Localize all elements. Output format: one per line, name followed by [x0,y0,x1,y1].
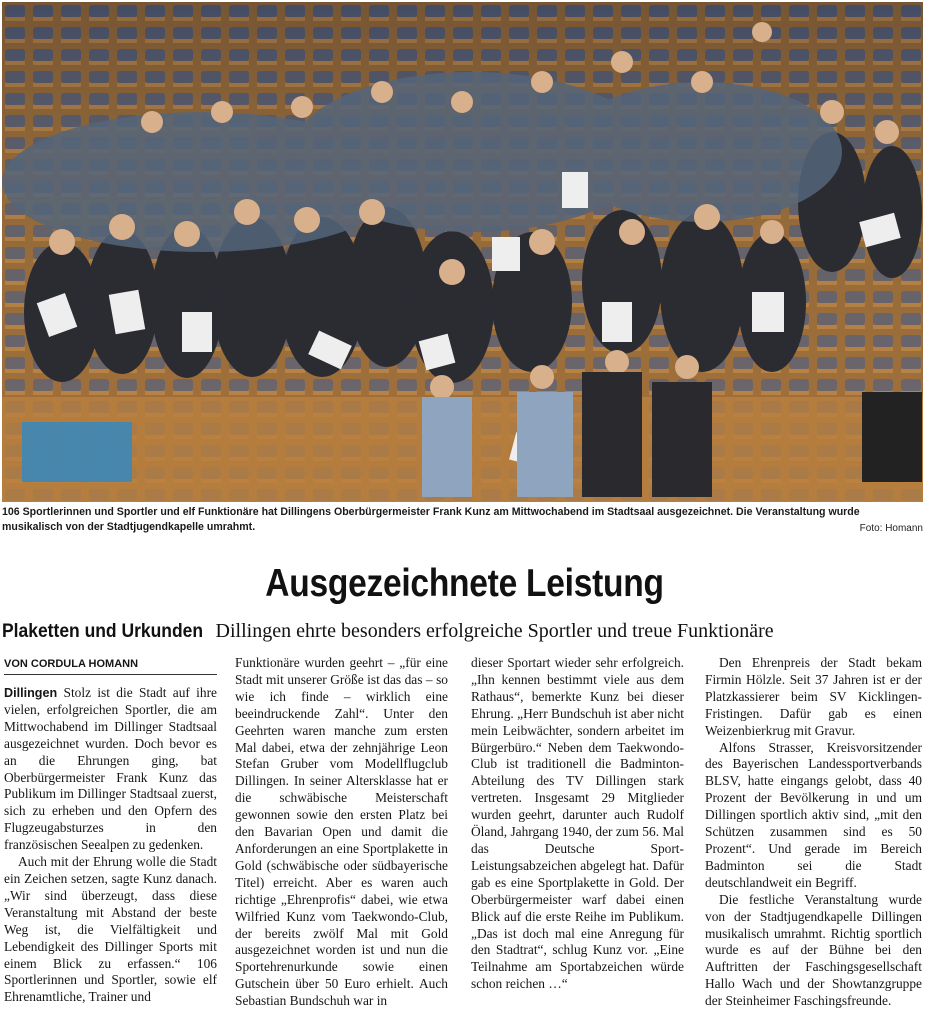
article-column-3 [471,655,684,993]
column-1-paragraph-1 [4,685,217,854]
article-column-4 [705,655,922,1010]
article-kicker: Plaketten und Urkunden [2,621,204,642]
column-4-paragraph-1: Den Ehrenpreis der Stadt bekam Firmin Hölzle. Seit 37 Jahren ist er der Platzkassierer beim SV Kicklingen-Fristingen. Dafür gab es einen Weizenbierkrug mit Gravur. [705,655,922,738]
column-4-paragraph-3: Die festliche Veranstaltung wurde von der Stadtjugendkapelle Dillingen musikalisch umrahmt. Richtig sportlich wurde es auf der Bühne bei den Auftritten der Faschingsgesellschaft Hallo Wach und der Showtanzgruppe der Steinheimer Faschingsfreunde. [705,891,922,1009]
article-headline: Ausgezeichnete Leistung [265,562,664,605]
group-photo-image [2,2,923,502]
column-3-paragraph-1: dieser Sportart wieder sehr erfolgreich. „Ihn kennen bestimmt viele aus dem Rathaus“, bemerkte Kunz bei dieser Ehrung. „Herr Bundschuh ist aber nicht mein Leibwächter, sondern arbeitet im Bürgerbüro.“ Neben dem Taekwondo-Club ist traditionell die Badminton-Abteilung des TV Dillingen stark vertreten. Insgesamt 29 Mitglieder wurden geehrt, darunter auch Rudolf Öland, Jahrgang 1940, der zum 56. Mal das Deutsche Sport-Leistungsabzeichen abgelegt hat. Dafür gab es eine Sportplakette in Gold. Der Oberbürgermeister warf dabei einen Blick auf die erste Reihe im Publikum. „Das ist doch mal eine Anregung für den Stadtrat“, schlug Kunz vor. „Eine Teilnahme am Sportabzeichen würde schon reichen …“ [471,655,684,992]
article-column-2 [235,655,448,1010]
photo-caption [2,505,923,541]
article-author: VON CORDULA HOMANN [4,657,217,675]
column-2-paragraph-1: Funktionäre wurden geehrt – „für eine Stadt mit unserer Größe ist das das – so wie ich finde – wirklich eine beeindruckende Zahl“. Unter den Geehrten waren manche zum ersten Mal dabei, etwa der zehnjährige Leon Stefan Gruber vom Modellflugclub Dillingen. In seiner Altersklasse hat er die schwäbische Meisterschaft gewonnen sowie den ersten Platz bei den Bavarian Open und damit die Anforderungen an eine Sportplakette in Gold (schwäbische oder südbayerische Titel) erreicht. Aber es waren auch richtige „Ehrenprofis“ dabei, wie etwa Wilfried Kunz vom Taekwondo-Club, der bereits zwölf Mal mit Gold ausgezeichnet worden ist und nun die Sportehrenurkunde sowie einen Gutschein über 50 Euro erhielt. Auch Sebastian Bundschuh war in [235,655,448,1009]
column-4-paragraph-2: Alfons Strasser, Kreisvorsitzender des Bayerischen Landessportverbands BLSV, hatte eingangs gelobt, dass 40 Prozent der Bevölkerung in und um Dillingen sportlich aktiv sind, „mit den Schützen zusammen sind es 50 Prozent“. Und gerade im Bereich Badminton sei die Stadt deutschlandweit ein Begriff. [705,739,922,890]
article-subheadline: Dillingen ehrte besonders erfolgreiche Sportler und treue Funktionäre [215,620,774,642]
article-column-1 [4,685,217,1006]
photo-credit: Foto: Homann [859,523,923,534]
column-1-paragraph-2: Auch mit der Ehrung wolle die Stadt ein Zeichen setzen, sagte Kunz danach. „Wir sind überzeugt, dass diese Veranstaltung mit Abstand der beste Weg ist, die Vielfältigkeit und Lebendigkeit des Dillinger Sports mit einem Blick zu erfassen.“ 106 Sportlerinnen und Sportler, sowie elf Ehrenamtliche, Trainer und [4,854,217,1005]
caption-line-2: musikalisch von der Stadtjugendkapelle umrahmt. [2,521,256,533]
article-subheadline-row [2,619,927,644]
group-photo [2,2,923,502]
column-1-paragraph-1-text: Stolz ist die Stadt auf ihre vielen, erfolgreichen Sportler, die am Mittwochabend im Dillinger Stadtsaal ausgezeichnet wurden. Doch bevor es an die Ehrungen ging, bat Oberbürgermeister Frank Kunz das Publikum im Dillinger Stadtsaal zuerst, sich zu erheben und den Opfern des Flugzeugabsturzes in den französischen Seealpen zu gedenken. [4,685,217,853]
dateline-place: Dillingen [4,686,58,700]
caption-line-1: 106 Sportlerinnen und Sportler und elf Funktionäre hat Dillingens Oberbürgermeister Frank Kunz am Mittwochabend im Stadtsaal ausgezeichnet. Die Veranstaltung wurde [2,506,860,518]
